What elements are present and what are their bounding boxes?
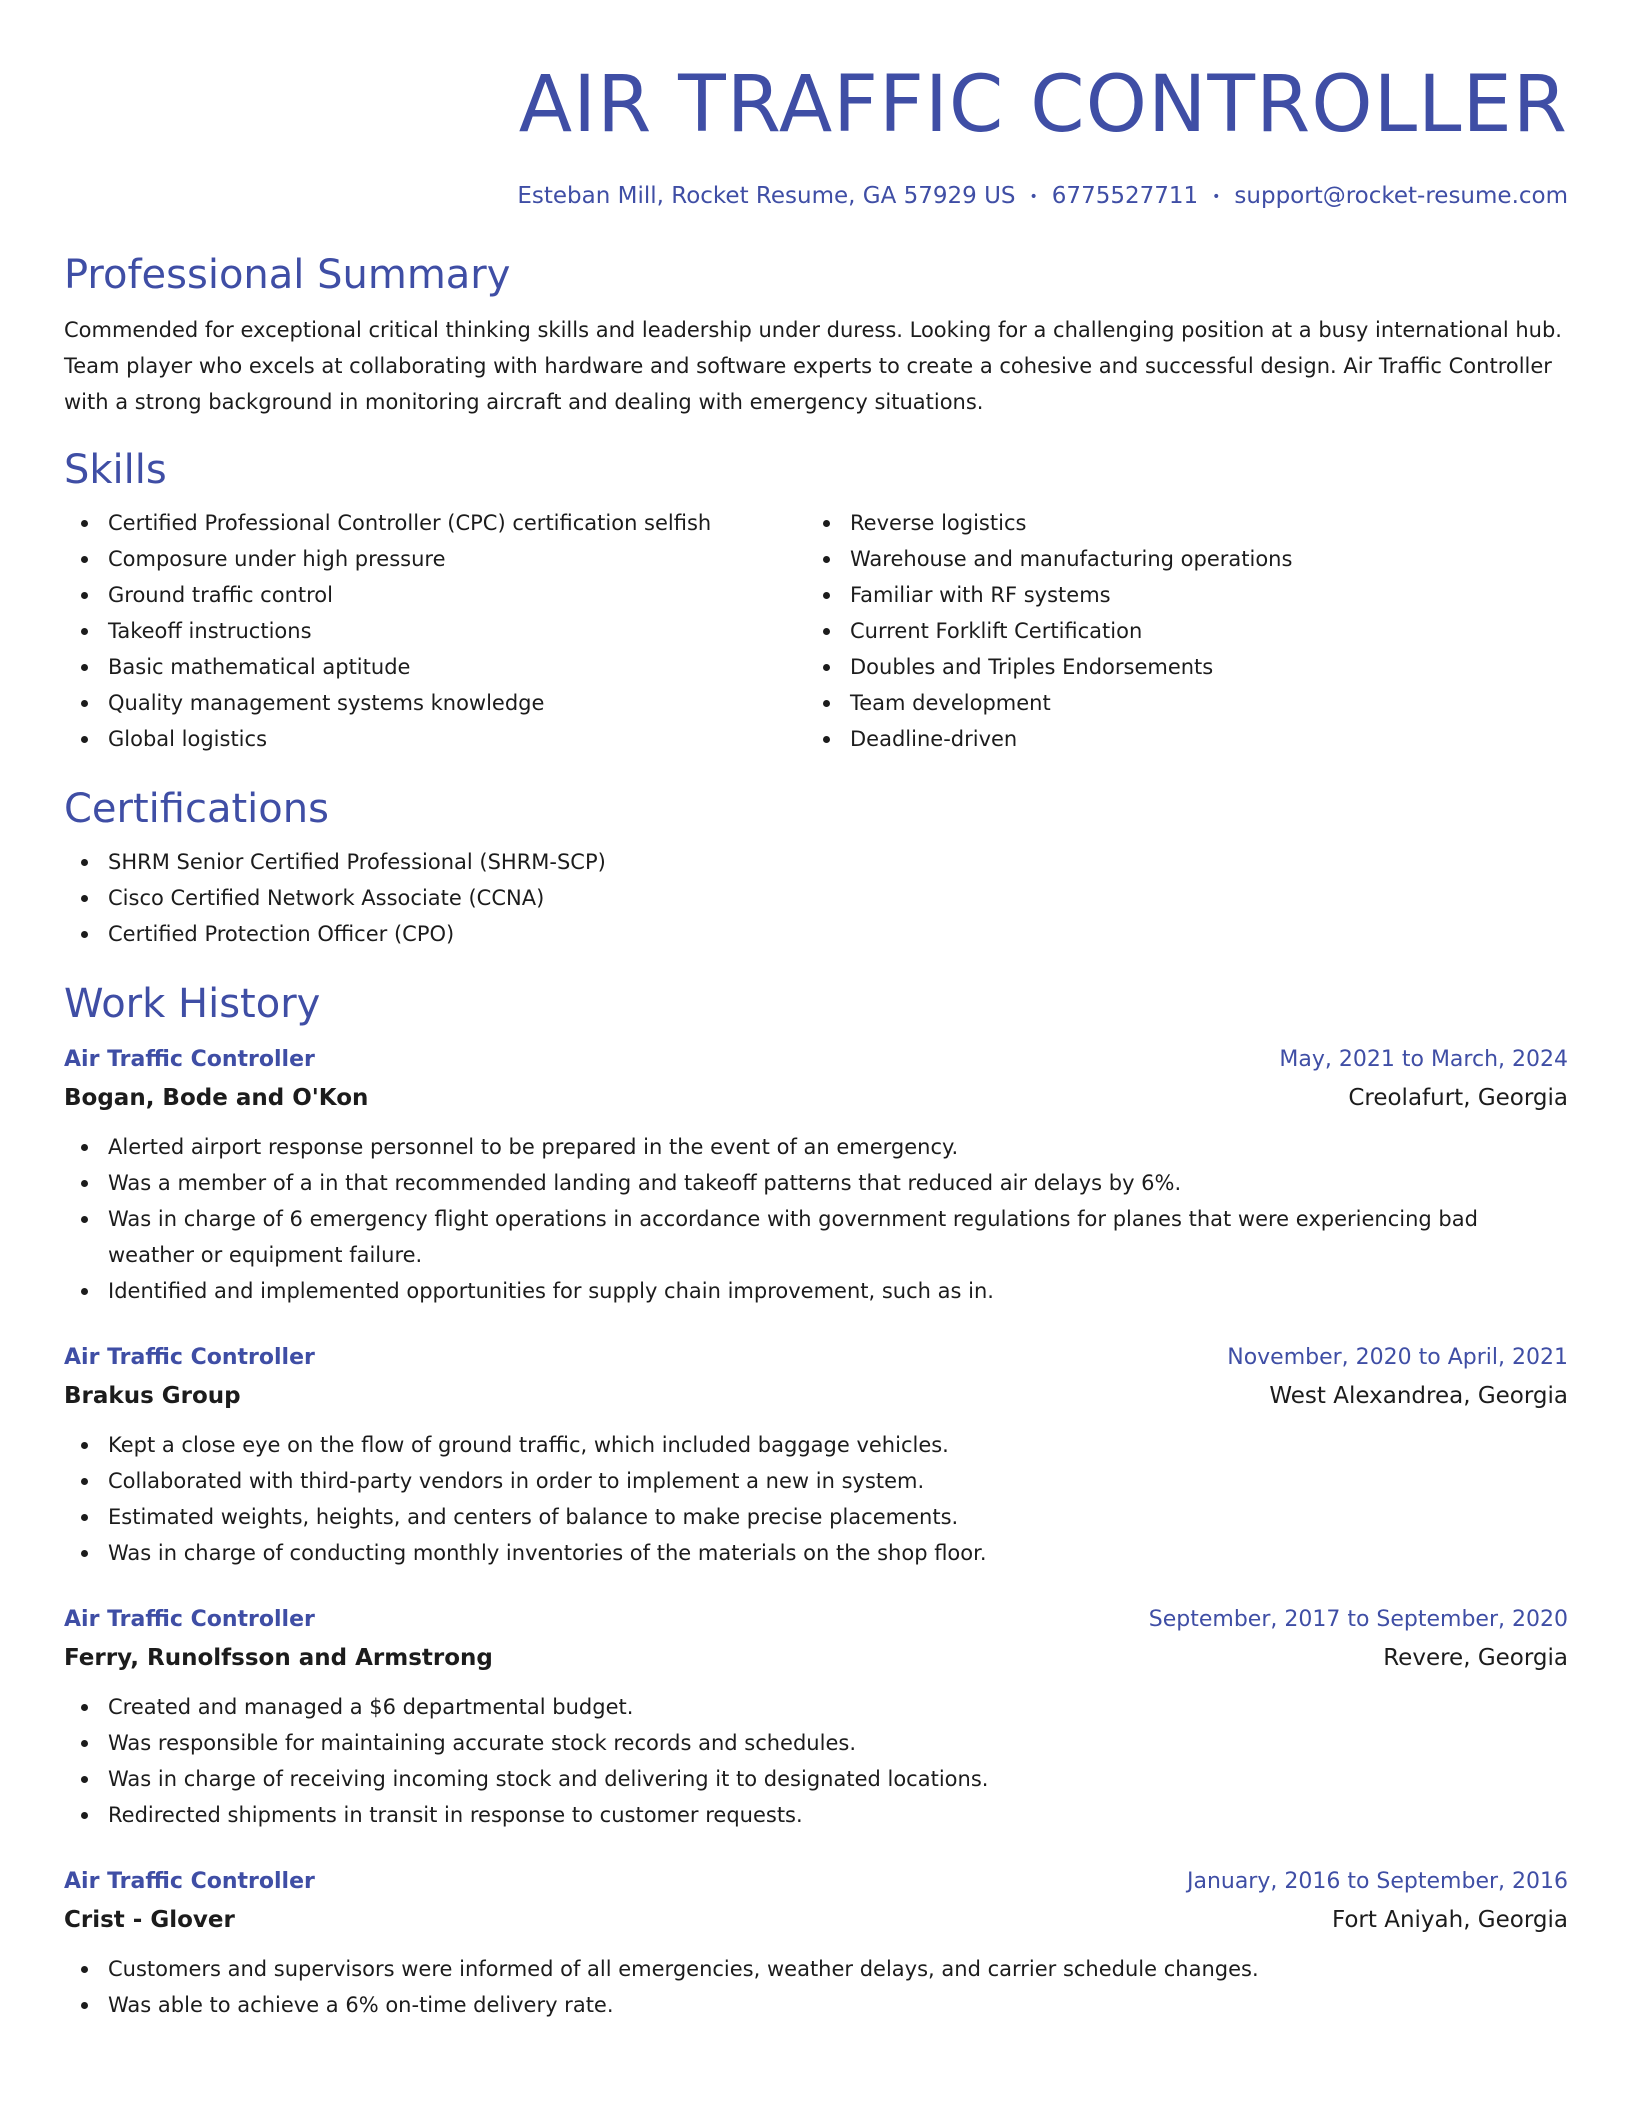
job-bullet: Was responsible for maintaining accurate stock records and schedules. xyxy=(64,1725,1568,1761)
job-company-row xyxy=(64,1079,1568,1117)
job-bullet: Was in charge of receiving incoming stock and delivering it to designated locations. xyxy=(64,1761,1568,1797)
job-title: Air Traffic Controller xyxy=(64,1606,315,1632)
job-entry xyxy=(64,1041,1568,1309)
job-company: Bogan, Bode and O'Kon xyxy=(64,1084,369,1111)
skill-item: Quality management systems knowledge xyxy=(64,685,806,721)
skill-item: Composure under high pressure xyxy=(64,541,806,577)
job-bullet: Was in charge of 6 emergency flight operations in accordance with government regulations for planes that were experiencing bad weather or equipment failure. xyxy=(64,1201,1568,1273)
certification-item: Cisco Certified Network Associate (CCNA) xyxy=(64,880,1568,916)
job-company: Brakus Group xyxy=(64,1382,241,1409)
job-location: Revere, Georgia xyxy=(1383,1644,1568,1671)
job-title-row xyxy=(64,1339,1568,1377)
job-entry xyxy=(64,1601,1568,1833)
work-history-heading: Work History xyxy=(64,980,321,1027)
certifications-list xyxy=(64,844,1568,952)
job-title: Air Traffic Controller xyxy=(64,1046,315,1072)
job-entry xyxy=(64,1339,1568,1571)
skill-item: Team development xyxy=(806,685,1548,721)
contact-email: support@rocket-resume.com xyxy=(1234,183,1568,209)
job-company: Ferry, Runolfsson and Armstrong xyxy=(64,1644,493,1671)
work-history-list xyxy=(64,1041,1568,2023)
skill-item: Basic mathematical aptitude xyxy=(64,649,806,685)
job-dates: January, 2016 to September, 2016 xyxy=(1186,1868,1568,1894)
skill-item: Global logistics xyxy=(64,721,806,757)
job-location: Creolafurt, Georgia xyxy=(1348,1084,1568,1111)
summary-text: Commended for exceptional critical thinking skills and leadership under duress. Looking for a challenging position at a busy international hub. Team player who excels at collaborating with hardware and software experts to create a cohesive and successful design. Air Traffic Controller with a strong background in monitoring aircraft and dealing with emergency situations. xyxy=(64,317,1562,414)
skill-item: Ground traffic control xyxy=(64,577,806,613)
skill-item: Reverse logistics xyxy=(806,505,1548,541)
job-bullet: Was a member of a in that recommended landing and takeoff patterns that reduced air delays by 6%. xyxy=(64,1165,1568,1201)
job-title-row xyxy=(64,1863,1568,1901)
skill-item: Familiar with RF systems xyxy=(806,577,1548,613)
job-location: Fort Aniyah, Georgia xyxy=(1331,1906,1568,1933)
certifications-heading: Certifications xyxy=(64,785,329,832)
job-dates: May, 2021 to March, 2024 xyxy=(1279,1046,1568,1072)
job-bullet: Kept a close eye on the flow of ground traffic, which included baggage vehicles. xyxy=(64,1427,1568,1463)
contact-separator: • xyxy=(1029,188,1038,205)
skills-list-left xyxy=(64,505,806,757)
skill-item: Current Forklift Certification xyxy=(806,613,1548,649)
job-title: Air Traffic Controller xyxy=(64,1344,315,1370)
job-company-row xyxy=(64,1901,1568,1939)
job-entry xyxy=(64,1863,1568,2023)
job-bullet: Redirected shipments in transit in response to customer requests. xyxy=(64,1797,1568,1833)
job-bullet: Identified and implemented opportunities for supply chain improvement, such as in. xyxy=(64,1273,1568,1309)
skill-item: Deadline-driven xyxy=(806,721,1548,757)
job-bullets xyxy=(64,1129,1568,1309)
summary-heading: Professional Summary xyxy=(64,251,511,298)
job-dates: November, 2020 to April, 2021 xyxy=(1227,1344,1568,1370)
certification-item: SHRM Senior Certified Professional (SHRM-SCP) xyxy=(64,844,1568,880)
job-company-row xyxy=(64,1377,1568,1415)
job-title: Air Traffic Controller xyxy=(64,1868,315,1894)
resume-title: AIR TRAFFIC CONTROLLER xyxy=(518,60,1568,150)
job-title-row xyxy=(64,1041,1568,1079)
skill-item: Certified Professional Controller (CPC) certification selfish xyxy=(64,505,806,541)
job-bullet: Customers and supervisors were informed of all emergencies, weather delays, and carrier schedule changes. xyxy=(64,1951,1568,1987)
contact-address: Esteban Mill, Rocket Resume, GA 57929 US xyxy=(517,183,1016,209)
job-bullet: Was in charge of conducting monthly inventories of the materials on the shop floor. xyxy=(64,1535,1568,1571)
job-bullet: Collaborated with third-party vendors in order to implement a new in system. xyxy=(64,1463,1568,1499)
resume-header xyxy=(64,55,1568,212)
job-bullets xyxy=(64,1689,1568,1833)
job-company: Crist - Glover xyxy=(64,1906,235,1933)
job-location: West Alexandrea, Georgia xyxy=(1269,1382,1568,1409)
job-title-row xyxy=(64,1601,1568,1639)
job-bullet: Was able to achieve a 6% on-time delivery rate. xyxy=(64,1987,1568,2023)
job-bullet: Alerted airport response personnel to be prepared in the event of an emergency. xyxy=(64,1129,1568,1165)
skills-grid xyxy=(64,505,1568,757)
job-bullets xyxy=(64,1951,1568,2023)
job-bullet: Created and managed a $6 departmental budget. xyxy=(64,1689,1568,1725)
skills-list-right xyxy=(806,505,1548,757)
job-bullet: Estimated weights, heights, and centers of balance to make precise placements. xyxy=(64,1499,1568,1535)
contact-separator: • xyxy=(1212,188,1221,205)
job-company-row xyxy=(64,1639,1568,1677)
skill-item: Warehouse and manufacturing operations xyxy=(806,541,1548,577)
job-bullets xyxy=(64,1427,1568,1571)
job-dates: September, 2017 to September, 2020 xyxy=(1148,1606,1568,1632)
certification-item: Certified Protection Officer (CPO) xyxy=(64,916,1568,952)
contact-phone: 6775527711 xyxy=(1051,183,1199,209)
skills-heading: Skills xyxy=(64,446,167,493)
skill-item: Takeoff instructions xyxy=(64,613,806,649)
contact-line xyxy=(64,181,1568,212)
skill-item: Doubles and Triples Endorsements xyxy=(806,649,1548,685)
